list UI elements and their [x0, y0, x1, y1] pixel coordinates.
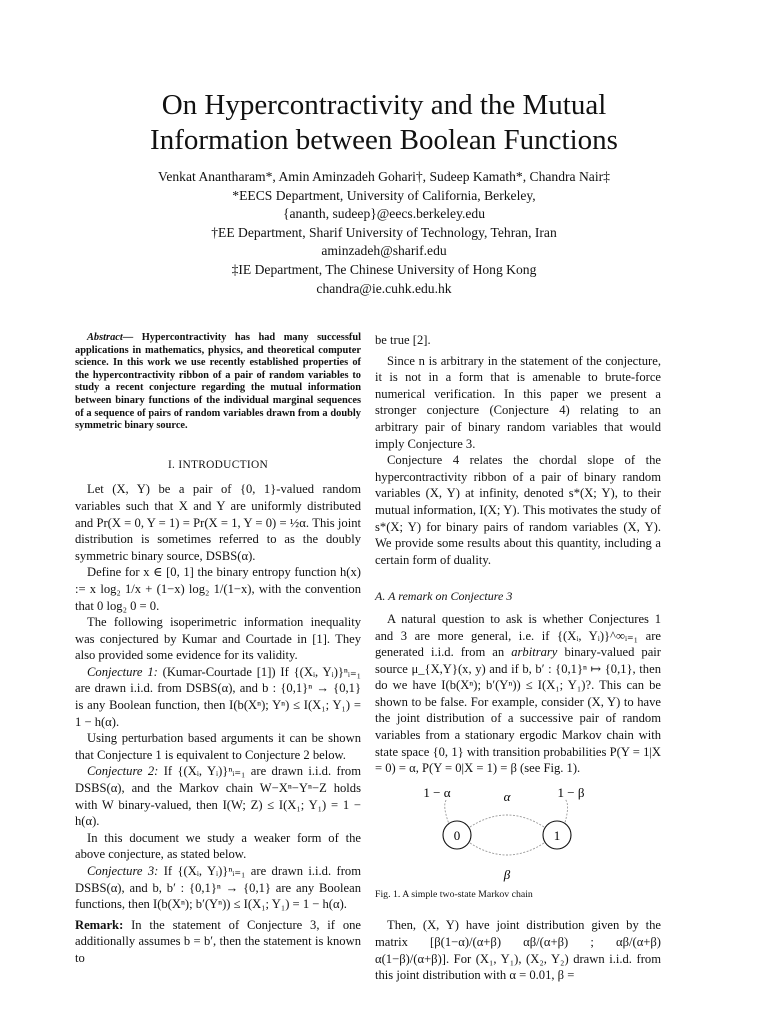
- markov-chain-figure: [375, 783, 661, 883]
- paper-title: [60, 88, 708, 158]
- right-paragraph-4: [375, 611, 661, 777]
- right-paragraph-4a: A natural question to ask is whether Conjectures 1 and 3 are more general, i.e. if {(Xᵢ, Yᵢ)}^∞ᵢ₌₁ are generated i.i.d. from an: [375, 611, 661, 660]
- right-paragraph-1: be true [2].: [375, 333, 431, 347]
- intro-paragraph-1: Let (X, Y) be a pair of {0, 1}-valued random variables such that X and Y are uniformly distributed and Pr(X = 0, Y = 1) = Pr(X = 1, Y = 0) = ½α. This joint distribution is sometimes referred to as the doubly symmetric binary source, DSBS(α).: [75, 482, 361, 563]
- intro-paragraph-5: In this document we study a weaker form of the above conjecture, as stated below.: [75, 830, 361, 862]
- affiliation-2: †EE Department, Sharif University of Technology, Tehran, Iran: [211, 224, 557, 240]
- title-line-1: On Hypercontractivity and the Mutual: [161, 89, 607, 121]
- right-paragraph-3: Conjecture 4 relates the chordal slope of the hypercontractivity ribbon of a pair of binary random variables (X, Y) at infinity, denoted s*(X; Y), to their mutual information, I(X; Y). This motivates the study of s*(X; Y) for binary pairs of random variables (X, Y). We provide some results about this quantity, including a certain form of duality.: [375, 453, 661, 567]
- conjecture-3: [75, 863, 361, 913]
- conjecture-3-text: If {(Xᵢ, Yᵢ)}ⁿᵢ₌₁ are drawn i.i.d. from DSBS(α), and b, b′ : {0,1}ⁿ → {0,1} are any Boolean functions, then I(b(Xⁿ); b′(Yⁿ)) ≤ I(X₁; Y₁) = 1 − h(α).: [75, 864, 361, 912]
- affiliation-1: *EECS Department, University of California, Berkeley,: [232, 187, 536, 203]
- email-1: {ananth, sudeep}@eecs.berkeley.edu: [282, 206, 486, 222]
- state-0-label: 0: [453, 827, 461, 843]
- left-column: [75, 332, 361, 967]
- remark-label: Remark:: [75, 917, 124, 932]
- author-names: Venkat Anantharam*, Amin Aminzadeh Gohari†, Sudeep Kamath*, Chandra Nair‡: [158, 169, 610, 184]
- conjecture-2: [75, 763, 361, 829]
- conjecture-1-label: Conjecture 1:: [87, 664, 158, 679]
- affiliation-3: ‡IE Department, The Chinese University of Hong Kong: [231, 261, 537, 277]
- abstract: [75, 332, 361, 433]
- intro-paragraph-2: Define for x ∈ [0, 1] the binary entropy function h(x) := x log₂ 1/x + (1−x) log₂ 1/(1−x), with the convention that 0 log₂ 0 = 0.: [75, 565, 361, 613]
- conjecture-2-text: If {(Xᵢ, Yᵢ)}ⁿᵢ₌₁ are drawn i.i.d. from DSBS(α), and the Markov chain W−Xⁿ−Yⁿ−Z holds with W binary-valued, then I(W; Z) ≤ I(X₁; Y₁) = 1 − h(α).: [75, 764, 361, 829]
- figure-caption: Fig. 1. A simple two-state Markov chain: [375, 888, 533, 900]
- section-heading-introduction: I. INTRODUCTION: [167, 458, 269, 471]
- abstract-label: Abstract: [87, 332, 123, 343]
- top-edge-label: α: [503, 788, 511, 804]
- remark: [75, 917, 361, 967]
- right-paragraph-2: Since n is arbitrary in the statement of the conjecture, it is not in a form that is amenable to brute-force numerical verification. In this paper we present a stronger conjecture (Conjecture 4) relating to an arbitrary pair of binary random variables that would imply Conjecture 3.: [375, 353, 661, 451]
- self-loop-1-label: 1 − β: [557, 784, 585, 800]
- conjecture-3-label: Conjecture 3:: [87, 864, 159, 878]
- transition-edge-top: [467, 815, 547, 829]
- author-block: [60, 168, 708, 298]
- subsection-heading-remark: A. A remark on Conjecture 3: [375, 589, 513, 604]
- bottom-edge-label: β: [503, 866, 511, 882]
- right-paragraph-5: Then, (X, Y) have joint distribution given by the matrix [β(1−α)/(α+β) αβ/(α+β) ; αβ/(α+β) α(1−β)/(α+β)]. For (X₁, Y₁), (X₂, Y₂) drawn i.i.d. from this joint distribution with α = 0.01, β =: [375, 918, 661, 983]
- abstract-text: — Hypercontractivity has had many successful applications in mathematics, physics, and theoretical computer science. In this work we use recently established properties of the hypercontractivity ribbon of a pair of random variables to study a recent conjecture regarding the mutual information between binary functions of the individual marginal sequences of a sequence of pairs of random variables drawn from a doubly symmetric binary source.: [75, 332, 361, 432]
- state-1-label: 1: [553, 827, 561, 843]
- right-column: [375, 332, 661, 984]
- self-loop-0-label: 1 − α: [423, 784, 451, 800]
- transition-edge-bottom: [467, 841, 547, 855]
- conjecture-2-label: Conjecture 2:: [87, 764, 159, 779]
- intro-paragraph-4: Using perturbation based arguments it can be shown that Conjecture 1 is equivalent to Conjecture 2 below.: [75, 731, 361, 762]
- title-line-2: Information between Boolean Functions: [150, 124, 618, 156]
- email-2: aminzadeh@sharif.edu: [321, 243, 447, 259]
- remark-text: In the statement of Conjecture 3, if one additionally assumes b = b′, then the statement is known to: [75, 917, 361, 965]
- conjecture-1: [75, 664, 361, 730]
- email-3: chandra@ie.cuhk.edu.hk: [316, 280, 452, 296]
- arbitrary-emphasis: arbitrary: [511, 645, 558, 660]
- right-paragraph-4b: binary-valued pair source μ_{X,Y}(x, y) and if b, b′ : {0,1}ⁿ ↦ {0,1}, then do we have I(b(Xⁿ); b′(Yⁿ)) ≤ I(X₁; Y₁)?. This can be shown to be false. For example, consider (X, Y) to have the joint distribution of a successive pair of random variables from a stationary ergodic Markov chain with state space {0, 1} with transition probabilities P(Y = 1|X = 0) = α, P(Y = 0|X = 1) = β (see Fig. 1).: [375, 645, 661, 776]
- conjecture-1-text: (Kumar-Courtade [1]) If {(Xᵢ, Yᵢ)}ⁿᵢ₌₁ are drawn i.i.d. from DSBS(α), and b : {0,1}ⁿ → {0,1} is any Boolean function, then I(b(Xⁿ); Yⁿ) ≤ I(X₁; Y₁) = 1 − h(α).: [75, 664, 361, 729]
- intro-paragraph-3: The following isoperimetric information inequality was conjectured by Kumar and Courtade in [1]. They also provided some evidence for its validity.: [75, 615, 361, 663]
